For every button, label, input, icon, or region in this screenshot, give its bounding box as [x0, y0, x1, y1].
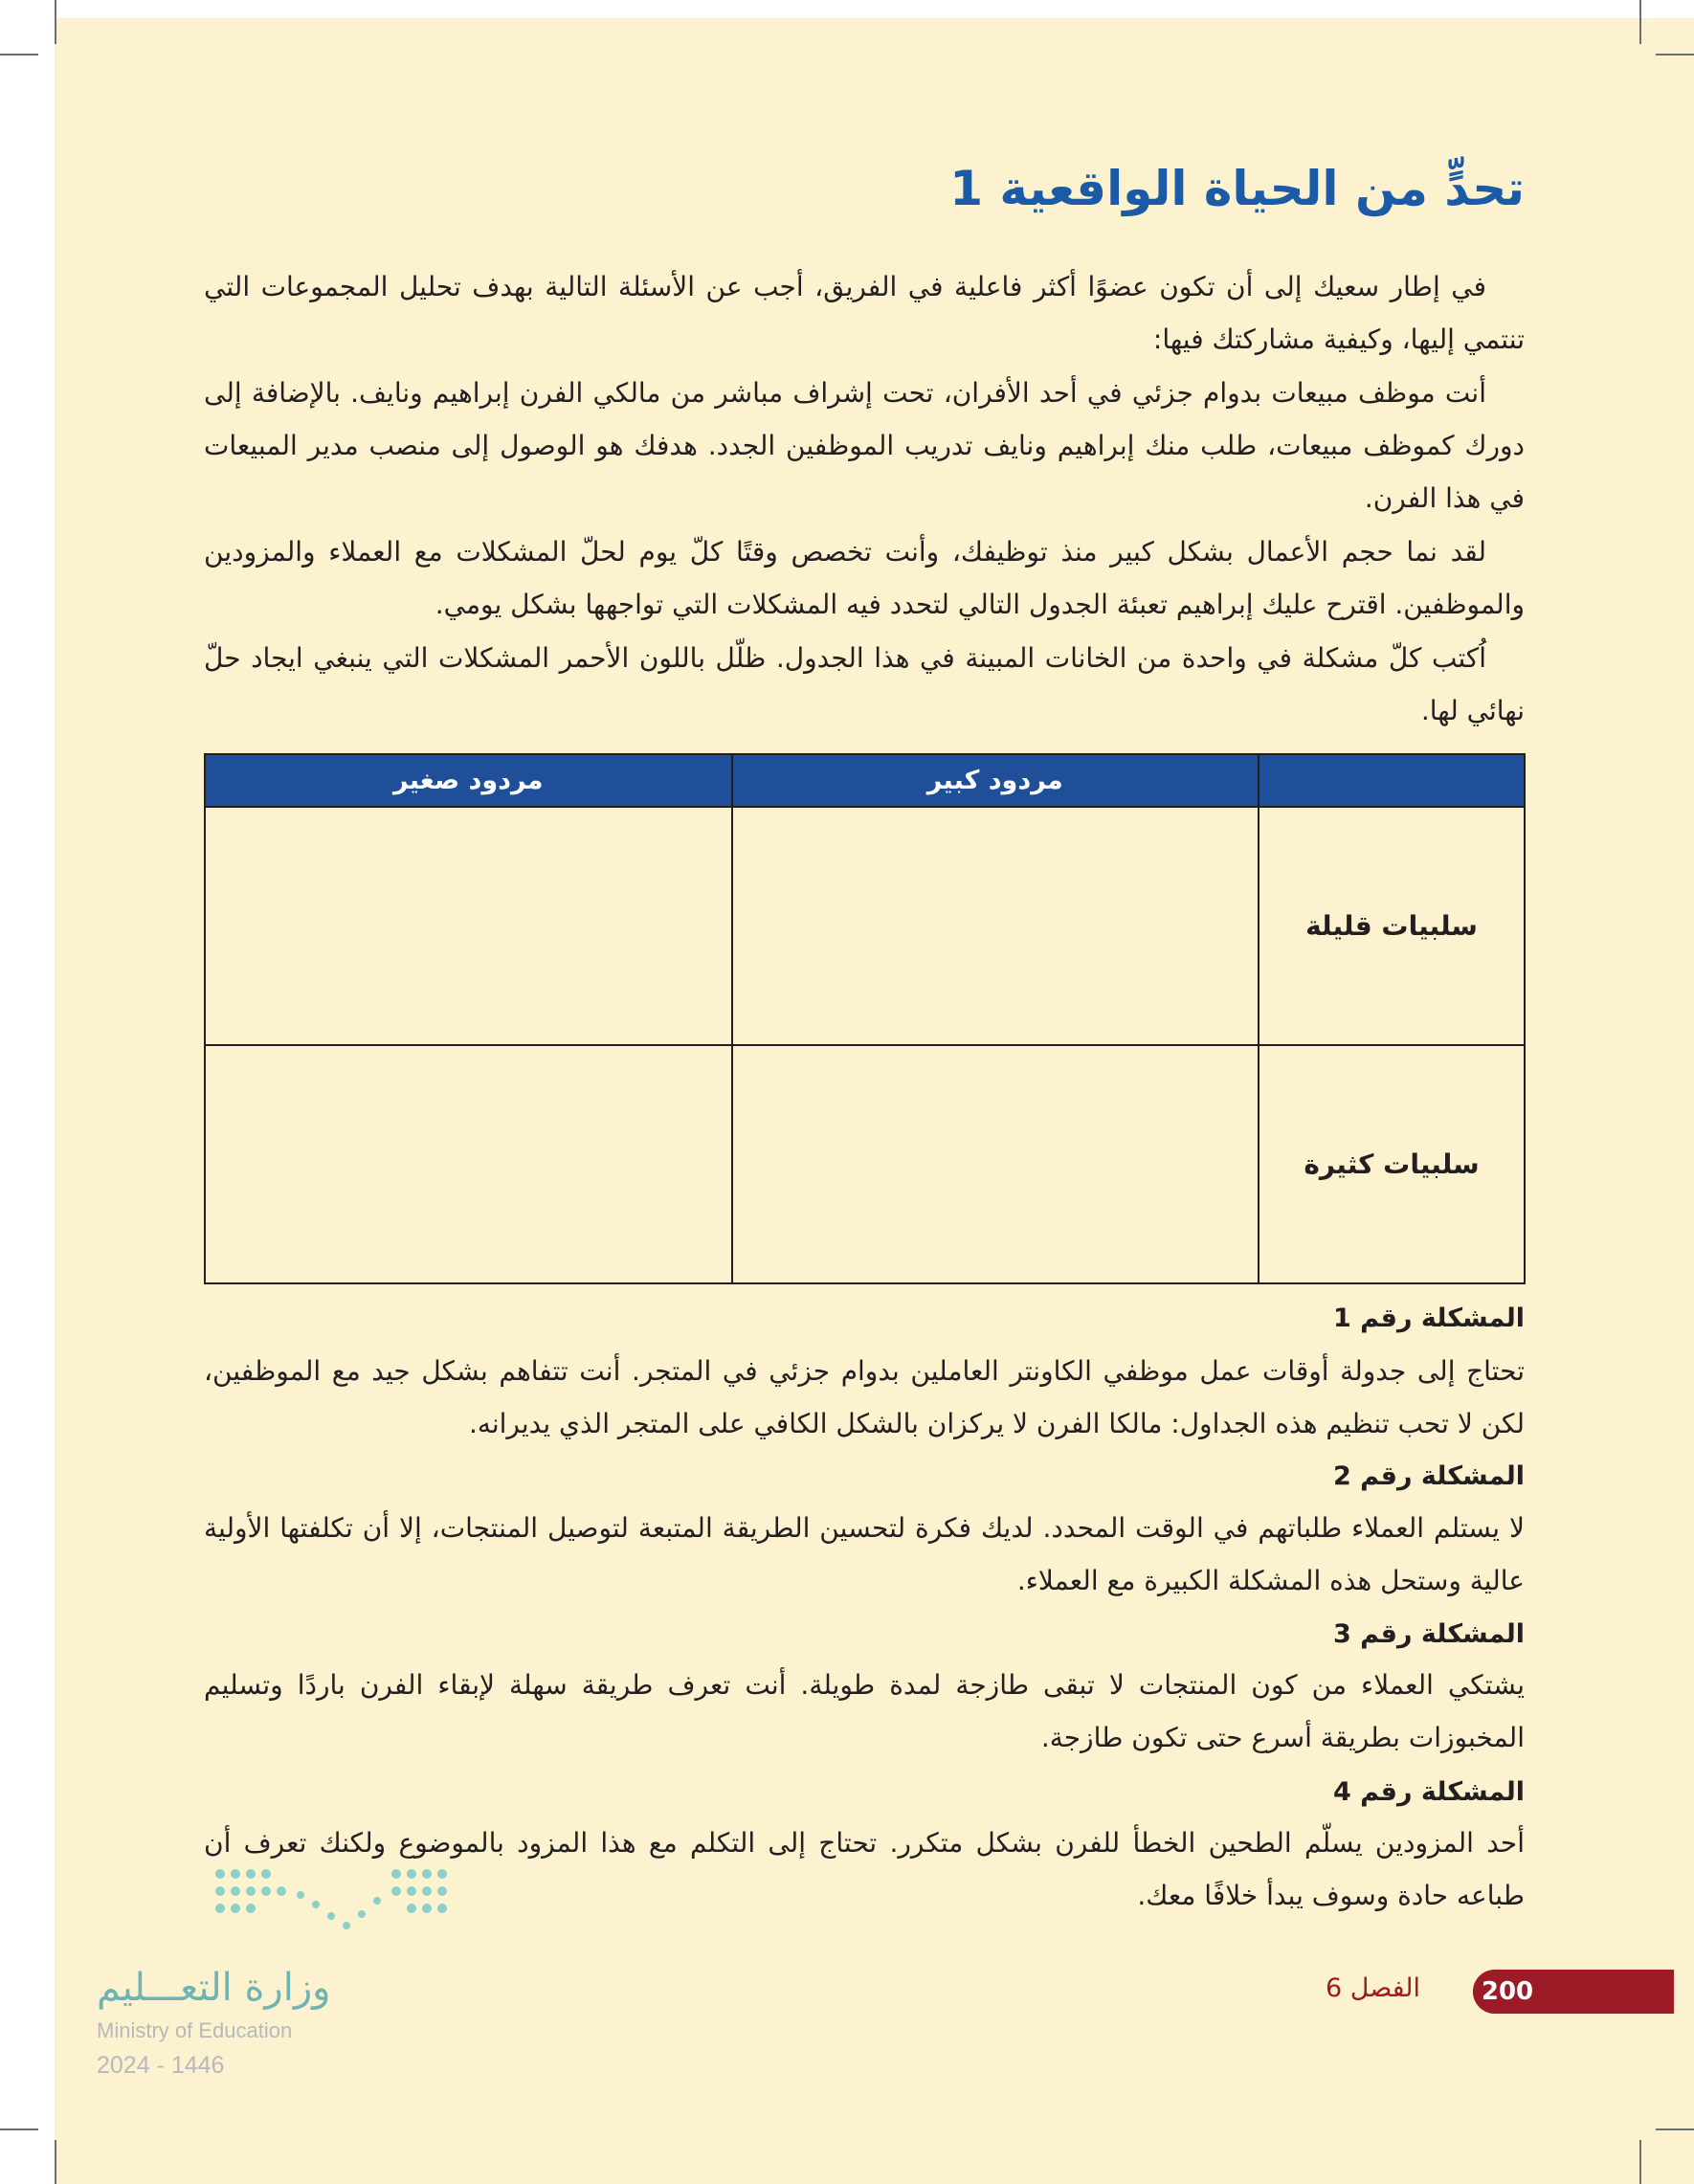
row-header-many-negatives: سلبيات كثيرة	[1259, 1045, 1525, 1283]
crop-mark	[1656, 2128, 1694, 2130]
problem-4-text: أحد المزودين يسلّم الطحين الخطأ للفرن بشكل متكرر. تحتاج إلى التكلم مع هذا المزود بالموضوع ولكنك تعرف أن طباعه حادة وسوف يبدأ خلافًا معك.	[204, 1827, 1525, 1911]
cell-many-negatives-small-return[interactable]	[205, 1045, 732, 1283]
intro-paragraph-2: أنت موظف مبيعات بدوام جزئي في أحد الأفران، تحت إشراف مباشر من مالكي الفرن إبراهيم ونايف. بالإضافة إلى دورك كموظف مبيعات، طلب منك إبراهيم ونايف تدريب الموظفين الجدد. هدفك هو الوصول إلى منصب مدير المبيعات في هذا الفرن.	[204, 377, 1525, 514]
problems-matrix-table	[204, 753, 1526, 1284]
column-header-small-return: مردود صغير	[205, 754, 732, 807]
intro-paragraph-4: اُكتب كلّ مشكلة في واحدة من الخانات المبينة في هذا الجدول. ظلّل باللون الأحمر المشكلات التي ينبغي ايجاد حلّ نهائي لها.	[204, 642, 1525, 726]
crop-mark	[1656, 54, 1694, 56]
ministry-name-english: Ministry of Education	[97, 2018, 293, 2042]
problem-3-heading: المشكلة رقم 3	[1332, 1619, 1525, 1649]
problem-4-heading: المشكلة رقم 4	[1332, 1777, 1525, 1807]
table-row	[205, 1045, 1525, 1283]
problem-1-text: تحتاج إلى جدولة أوقات عمل موظفي الكاونتر العاملين بدوام جزئي في المتجر. أنت تتفاهم بشكل جيد مع الموظفين، لكن لا تحب تنظيم هذه الجداول: مالكا الفرن لا يركزان بالشكل الكافي على المتجر الذي يديرانه.	[204, 1355, 1525, 1439]
cell-few-negatives-small-return[interactable]	[205, 807, 732, 1045]
problem-2-text: لا يستلم العملاء طلباتهم في الوقت المحدد. لديك فكرة لتحسين الطريقة المتبعة لتوصيل المنتجات، إلا أن تكلفتها الأولية عالية وستحل هذه المشكلة الكبيرة مع العملاء.	[204, 1512, 1525, 1596]
intro-paragraph-3: لقد نما حجم الأعمال بشكل كبير منذ توظيفك، وأنت تخصص وقتًا كلّ يوم لحلّ المشكلات مع العملاء والمزودين والموظفين. اقترح عليك إبراهيم تعبئة الجدول التالي لتحدد فيه المشكلات التي تواجهها بشكل يومي.	[204, 536, 1525, 620]
crop-mark	[55, 0, 56, 44]
table-corner-cell	[1259, 754, 1525, 807]
page-number: 200	[1473, 1970, 1542, 2014]
page-title: تحدٍّ من الحياة الواقعية 1	[949, 161, 1525, 216]
crop-mark	[0, 2128, 38, 2130]
ministry-logo-dots-icon	[214, 1866, 454, 1943]
problem-3-text: يشتكي العملاء من كون المنتجات لا تبقى طازجة لمدة طويلة. أنت تعرف طريقة سهلة لإبقاء الفرن باردًا وتسليم المخبوزات بطريقة أسرع حتى تكون طازجة.	[204, 1669, 1525, 1753]
crop-mark	[0, 54, 38, 56]
crop-mark	[55, 2140, 56, 2184]
table-row	[205, 807, 1525, 1045]
crop-mark	[1639, 0, 1641, 44]
problem-1-heading: المشكلة رقم 1	[1332, 1304, 1525, 1333]
cell-many-negatives-big-return[interactable]	[732, 1045, 1259, 1283]
ministry-name-arabic: وزارة التعـــليم	[97, 1966, 331, 2010]
chapter-label: الفصل 6	[1326, 1973, 1421, 2003]
academic-year: 2024 - 1446	[97, 2052, 225, 2079]
problem-2-heading: المشكلة رقم 2	[1332, 1461, 1525, 1491]
crop-mark	[1639, 2140, 1641, 2184]
row-header-few-negatives: سلبيات قليلة	[1259, 807, 1525, 1045]
intro-paragraph-1: في إطار سعيك إلى أن تكون عضوًا أكثر فاعلية في الفريق، أجب عن الأسئلة التالية بهدف تحليل المجموعات التي تنتمي إليها، وكيفية مشاركتك فيها:	[204, 271, 1525, 355]
cell-few-negatives-big-return[interactable]	[732, 807, 1259, 1045]
column-header-big-return: مردود كبير	[732, 754, 1259, 807]
